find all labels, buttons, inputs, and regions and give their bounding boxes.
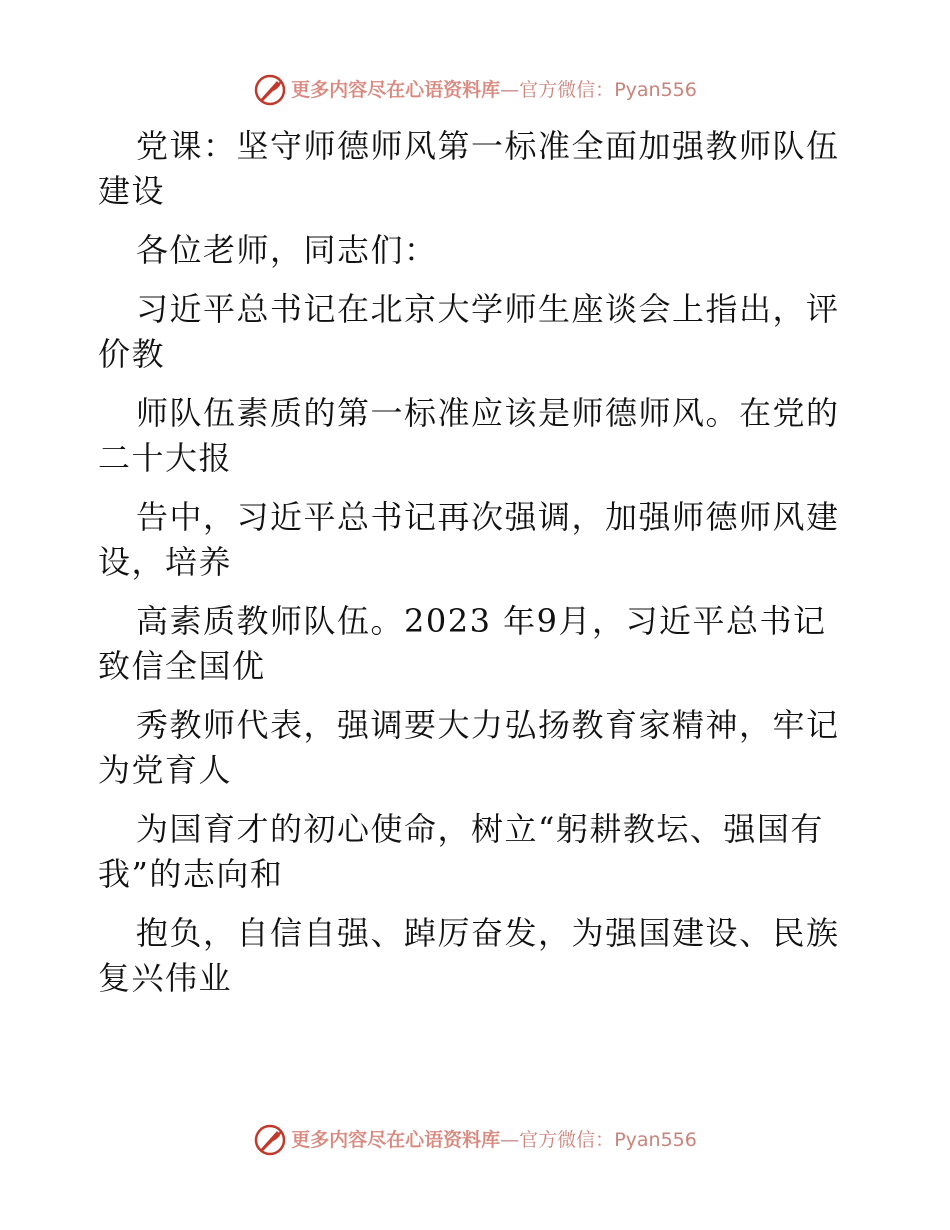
paragraph <box>98 599 858 689</box>
watermark-dash: — <box>500 1128 520 1151</box>
text-line: 为国育才的初心使命，树立“躬耕教坛、强国有 <box>136 810 824 848</box>
paragraph-greeting <box>98 228 858 273</box>
watermark-main-text: 更多内容尽在心语资料库 <box>291 78 501 101</box>
watermark-sub-text: 官方微信： <box>519 78 615 101</box>
text-line: 为党育人 <box>98 751 233 789</box>
paragraph <box>98 287 858 377</box>
paragraph <box>98 807 858 897</box>
text-line: 高素质教师队伍。2023 年9月，习近平总书记 <box>136 602 827 640</box>
text-line: 建设 <box>98 172 166 210</box>
text-line: 告中，习近平总书记再次强调，加强师德师风建 <box>136 498 840 536</box>
text-line: 二十大报 <box>98 439 233 477</box>
header-watermark <box>0 70 950 110</box>
text-line: 师队伍素质的第一标准应该是师德师风。在党的 <box>136 394 840 432</box>
text-line: 致信全国优 <box>98 647 266 685</box>
quill-logo-icon <box>253 73 287 107</box>
text-line: 秀教师代表，强调要大力弘扬教育家精神，牢记 <box>136 706 840 744</box>
watermark-dash: — <box>500 78 520 101</box>
text-line: 各位老师，同志们： <box>136 231 438 269</box>
paragraph <box>98 911 858 1001</box>
text-line: 设，培养 <box>98 543 233 581</box>
quill-logo-icon <box>253 1123 287 1157</box>
text-line: 党课：坚守师德师风第一标准全面加强教师队伍 <box>136 127 840 165</box>
document-body <box>98 124 858 1001</box>
watermark-main-text: 更多内容尽在心语资料库 <box>291 1128 501 1151</box>
text-line: 价教 <box>98 335 166 373</box>
watermark-wechat-id: Pyan556 <box>614 78 697 101</box>
paragraph <box>98 703 858 793</box>
watermark-wechat-id: Pyan556 <box>614 1128 697 1151</box>
paragraph <box>98 391 858 481</box>
text-line: 复兴伟业 <box>98 959 233 997</box>
paragraph <box>98 495 858 585</box>
text-line: 习近平总书记在北京大学师生座谈会上指出，评 <box>136 290 840 328</box>
footer-watermark <box>0 1120 950 1160</box>
text-line: 抱负，自信自强、踔厉奋发，为强国建设、民族 <box>136 914 840 952</box>
text-line: 我”的志向和 <box>98 855 284 893</box>
paragraph-title <box>98 124 858 214</box>
watermark-sub-text: 官方微信： <box>519 1128 615 1151</box>
